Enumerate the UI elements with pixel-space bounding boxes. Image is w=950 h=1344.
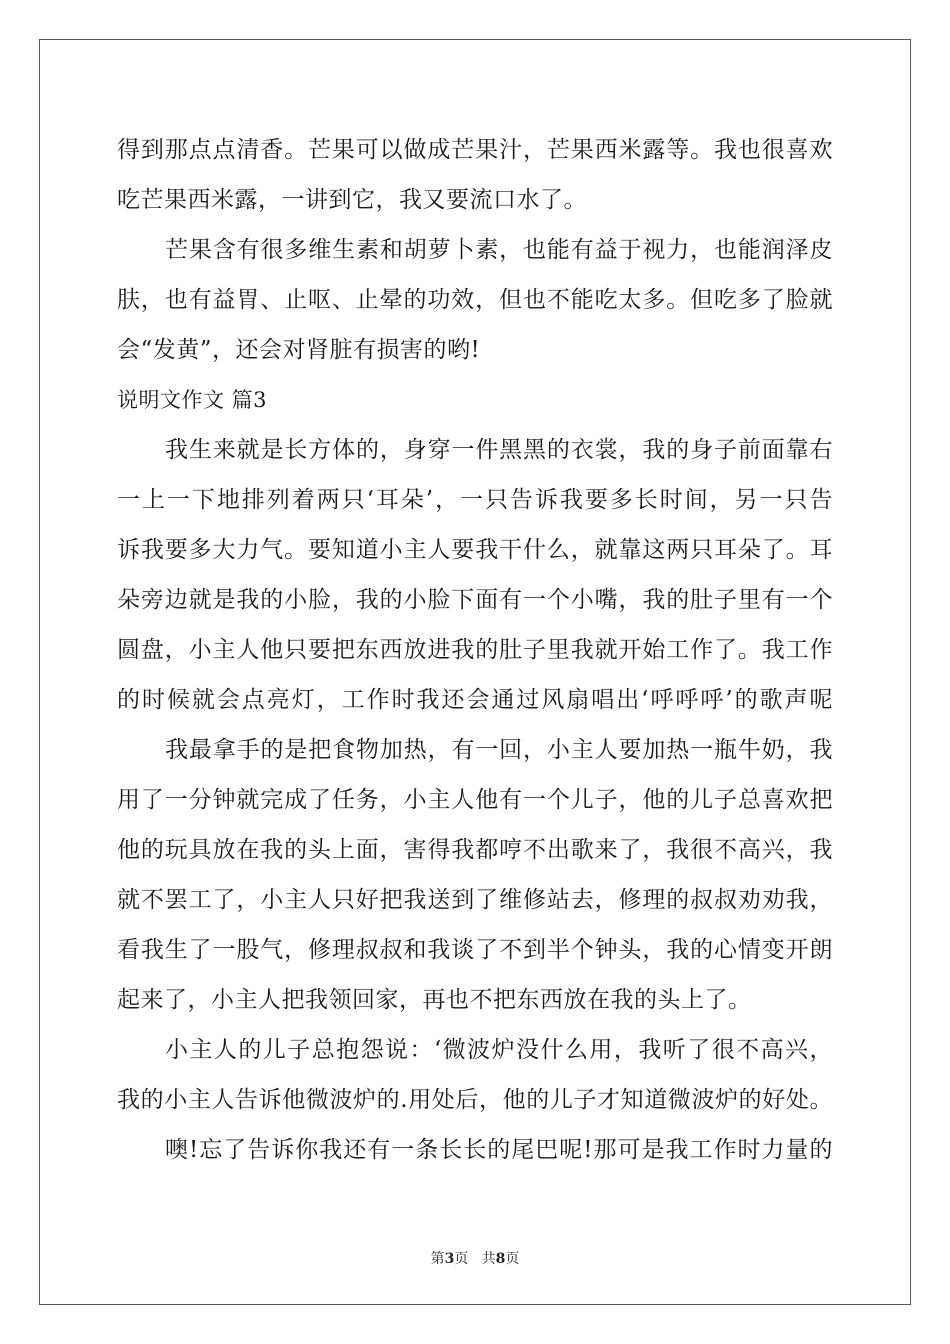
page-prefix: 第: [430, 1251, 445, 1267]
paragraph-start-line: 小主人的儿子总抱怨说：‘微波炉没什么用，我听了很不高兴，: [165, 1037, 833, 1063]
text-line: 圆盘，小主人他只要把东西放进我的肚子里我就开始工作了。我工作: [117, 637, 833, 663]
text-line: 看我生了一股气，修理叔叔和我谈了不到半个钟头，我的心情变开朗: [117, 937, 833, 963]
text-line: 就不罢工了，小主人只好把我送到了维修站去，修理的叔叔劝劝我，: [117, 887, 833, 913]
text-line: 起来了，小主人把我领回家，再也不把东西放在我的头上了。: [117, 987, 752, 1013]
text-line: 朵旁边就是我的小脸，我的小脸下面有一个小嘴，我的肚子里有一个: [117, 587, 833, 613]
paragraph-start-line: 噢!忘了告诉你我还有一条长长的尾巴呢!那可是我工作时力量的: [165, 1137, 833, 1163]
total-suffix: 页: [505, 1251, 520, 1267]
text-line: 一上一下地排列着两只‘耳朵’，一只告诉我要多长时间，另一只告: [117, 487, 833, 513]
text-line: 肤，也有益胃、止呕、止晕的功效，但也不能吃太多。但吃多了脸就: [117, 287, 833, 313]
paragraph-start-line: 我最拿手的是把食物加热，有一回，小主人要加热一瓶牛奶，我: [165, 737, 833, 763]
paragraph-start-line: 芒果含有很多维生素和胡萝卜素，也能有益于视力，也能润泽皮: [165, 237, 833, 263]
text-line: 他的玩具放在我的头上面，害得我都哼不出歌来了，我很不高兴，我: [117, 837, 833, 863]
text-line: 诉我要多大力气。要知道小主人要我干什么，就靠这两只耳朵了。耳: [117, 537, 833, 563]
text-line: 会“发黄”，还会对肾脏有损害的哟!: [117, 337, 481, 363]
text-line: 用了一分钟就完成了任务，小主人他有一个儿子，他的儿子总喜欢把: [117, 787, 833, 813]
total-prefix: 共: [481, 1251, 496, 1267]
page-suffix: 页: [454, 1251, 469, 1267]
text-line: 得到那点点清香。芒果可以做成芒果汁，芒果西米露等。我也很喜欢: [117, 137, 833, 163]
section-heading: 说明文作文 篇3: [117, 388, 268, 412]
text-line: 我的小主人告诉他微波炉的.用处后，他的儿子才知道微波炉的好处。: [117, 1087, 833, 1113]
text-line: 的时候就会点亮灯，工作时我还会通过风扇唱出‘呼呼呼’的歌声呢: [117, 687, 833, 713]
current-page-number: 3: [444, 1251, 455, 1267]
page-number-footer: [0, 1248, 950, 1268]
paragraph-start-line: 我生来就是长方体的，身穿一件黑黑的衣裳，我的身子前面靠右: [165, 437, 833, 463]
document-body: [117, 125, 833, 1175]
total-page-count: 8: [495, 1251, 506, 1267]
text-line: 吃芒果西米露，一讲到它，我又要流口水了。: [117, 187, 587, 213]
